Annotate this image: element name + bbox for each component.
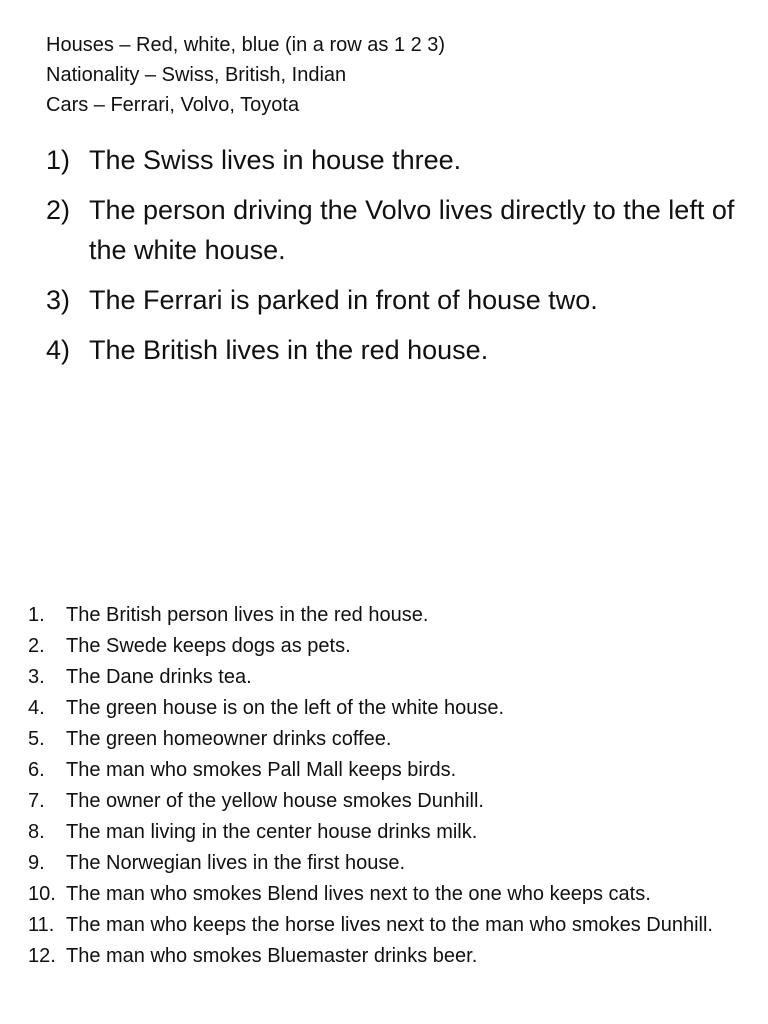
list-item-number: 1. xyxy=(28,604,45,626)
list-item xyxy=(28,755,748,786)
list-item xyxy=(28,848,748,879)
list-item-text: The man who smokes Pall Mall keeps birds. xyxy=(66,759,457,781)
list-item-number: 4. xyxy=(28,697,45,719)
list-item-text: The Swede keeps dogs as pets. xyxy=(66,635,351,657)
clue-item xyxy=(46,190,746,270)
list-item-number: 3. xyxy=(28,666,45,688)
list-item-number: 6. xyxy=(28,759,45,781)
list-item xyxy=(28,693,748,724)
list-item-number: 11. xyxy=(28,914,55,936)
clue-item xyxy=(46,280,746,320)
category-header xyxy=(46,30,445,120)
clue-number: 1) xyxy=(46,145,71,175)
list-item-text: The green homeowner drinks coffee. xyxy=(66,728,392,750)
list-item-number: 10. xyxy=(28,883,56,905)
clue-number: 3) xyxy=(46,285,71,315)
list-item xyxy=(28,910,748,941)
clue-item xyxy=(46,140,746,180)
list-item-text: The owner of the yellow house smokes Dunhill. xyxy=(66,790,484,812)
houses-line: Houses – Red, white, blue (in a row as 1 2 3) xyxy=(46,34,446,56)
clue-text: The Swiss lives in house three. xyxy=(89,145,462,175)
list-item-text: The man who smokes Bluemaster drinks beer. xyxy=(66,945,478,967)
list-item-text: The green house is on the left of the white house. xyxy=(66,697,505,719)
list-item-text: The Norwegian lives in the first house. xyxy=(66,852,406,874)
clue-item xyxy=(46,330,746,370)
cars-line: Cars – Ferrari, Volvo, Toyota xyxy=(46,94,300,116)
list-item-number: 9. xyxy=(28,852,45,874)
clue-list xyxy=(46,140,746,380)
list-item xyxy=(28,941,748,972)
list-item-text: The man who keeps the horse lives next to the man who smokes Dunhill. xyxy=(66,914,713,936)
list-item-text: The British person lives in the red house. xyxy=(66,604,429,626)
clue-text: The person driving the Volvo lives directly to the left of the white house. xyxy=(89,195,735,265)
list-item xyxy=(28,600,748,631)
list-item xyxy=(28,879,748,910)
list-item xyxy=(28,786,748,817)
list-item-number: 7. xyxy=(28,790,45,812)
list-item-text: The Dane drinks tea. xyxy=(66,666,252,688)
list-item-number: 12. xyxy=(28,945,56,967)
list-item xyxy=(28,817,748,848)
list-item xyxy=(28,631,748,662)
list-item xyxy=(28,724,748,755)
list-item-number: 2. xyxy=(28,635,45,657)
list-item-text: The man who smokes Blend lives next to the one who keeps cats. xyxy=(66,883,651,905)
clue-text: The Ferrari is parked in front of house two. xyxy=(89,285,598,315)
list-item-number: 5. xyxy=(28,728,45,750)
clue-number: 4) xyxy=(46,335,71,365)
list-item xyxy=(28,662,748,693)
nationality-line: Nationality – Swiss, British, Indian xyxy=(46,64,347,86)
clue-number: 2) xyxy=(46,195,71,225)
list-item-text: The man living in the center house drinks milk. xyxy=(66,821,478,843)
list-item-number: 8. xyxy=(28,821,45,843)
clue-text: The British lives in the red house. xyxy=(89,335,489,365)
riddle-list xyxy=(28,600,748,972)
